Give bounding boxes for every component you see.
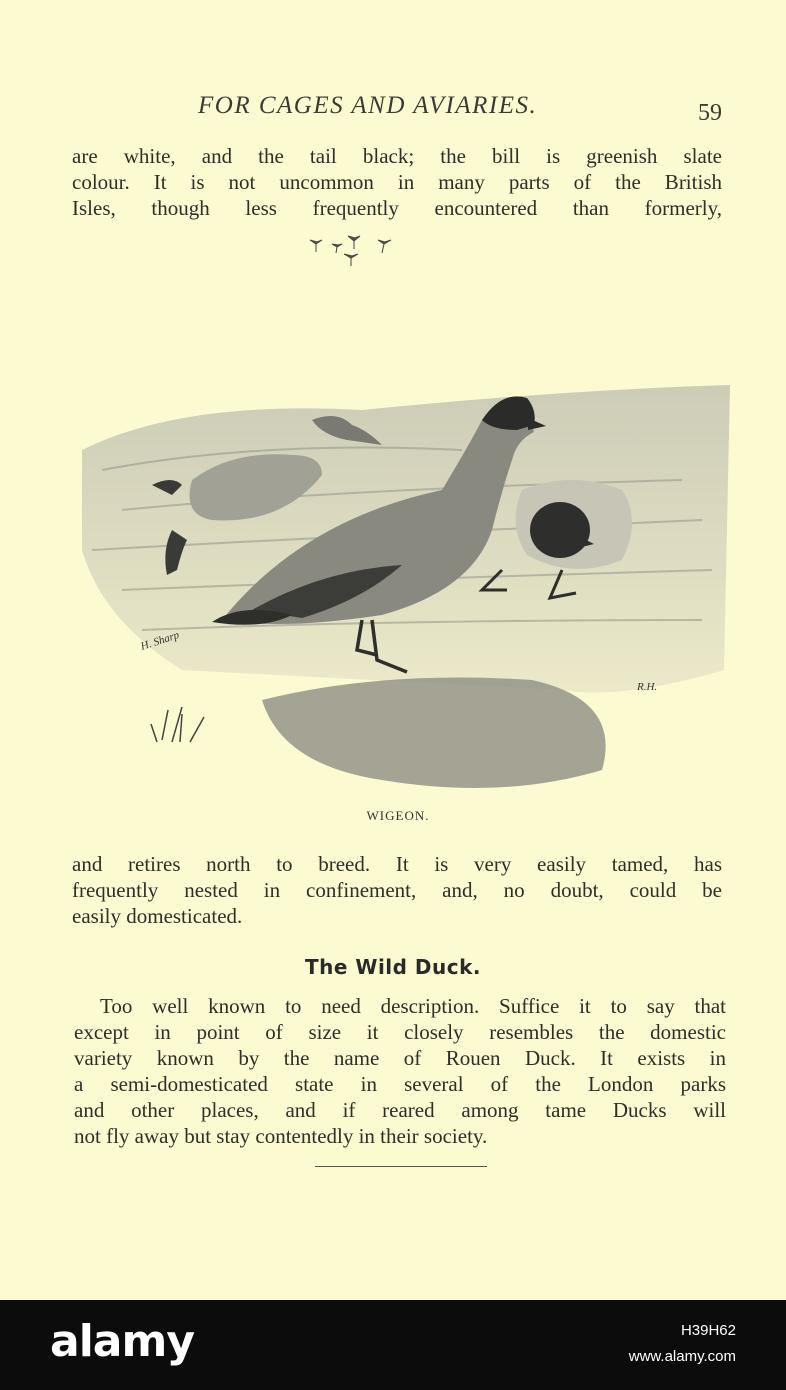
text-line: a semi-domesticated state in several of the London parks — [74, 1072, 726, 1096]
text-line: Too well known to need description. Suffice it to say that — [100, 994, 726, 1018]
flying-birds-ornament — [306, 232, 406, 270]
section-paragraph — [74, 993, 726, 1149]
text-line: are white, and the tail black; the bill is greenish slate — [72, 144, 722, 168]
running-title: FOR CAGES AND AVIARIES. — [198, 92, 538, 119]
site-url: www.alamy.com — [628, 1348, 736, 1365]
text-line: easily domesticated. — [72, 904, 243, 928]
artist-signature-right: R.H. — [637, 681, 658, 693]
paragraph-continued — [72, 143, 722, 221]
artist-signature-left: H. Sharp — [139, 629, 181, 653]
image-id: H39H62 — [680, 1322, 736, 1339]
paragraph-after-figure — [72, 851, 722, 929]
text-line: Isles, though less frequently encountered than formerly, — [72, 196, 722, 220]
text-line: frequently nested in confinement, and, no doubt, could be — [72, 878, 722, 902]
text-line: variety known by the name of Rouen Duck. It exists in — [74, 1046, 726, 1070]
section-title: The Wild Duck. — [304, 955, 482, 979]
text-line: not fly away but stay contentedly in their society. — [74, 1124, 488, 1148]
text-line: except in point of size it closely resembles the domestic — [74, 1020, 726, 1044]
figure-caption: WIGEON. — [366, 808, 430, 823]
page-number: 59 — [698, 100, 722, 126]
section-end-rule — [315, 1166, 487, 1167]
alamy-logo: alamy — [50, 1316, 194, 1367]
text-line: colour. It is not uncommon in many parts of the British — [72, 170, 722, 194]
stock-footer-bar — [0, 1300, 786, 1390]
text-line: and other places, and if reared among tame Ducks will — [74, 1098, 726, 1122]
wigeon-illustration — [62, 370, 732, 810]
text-line: and retires north to breed. It is very easily tamed, has — [72, 852, 722, 876]
